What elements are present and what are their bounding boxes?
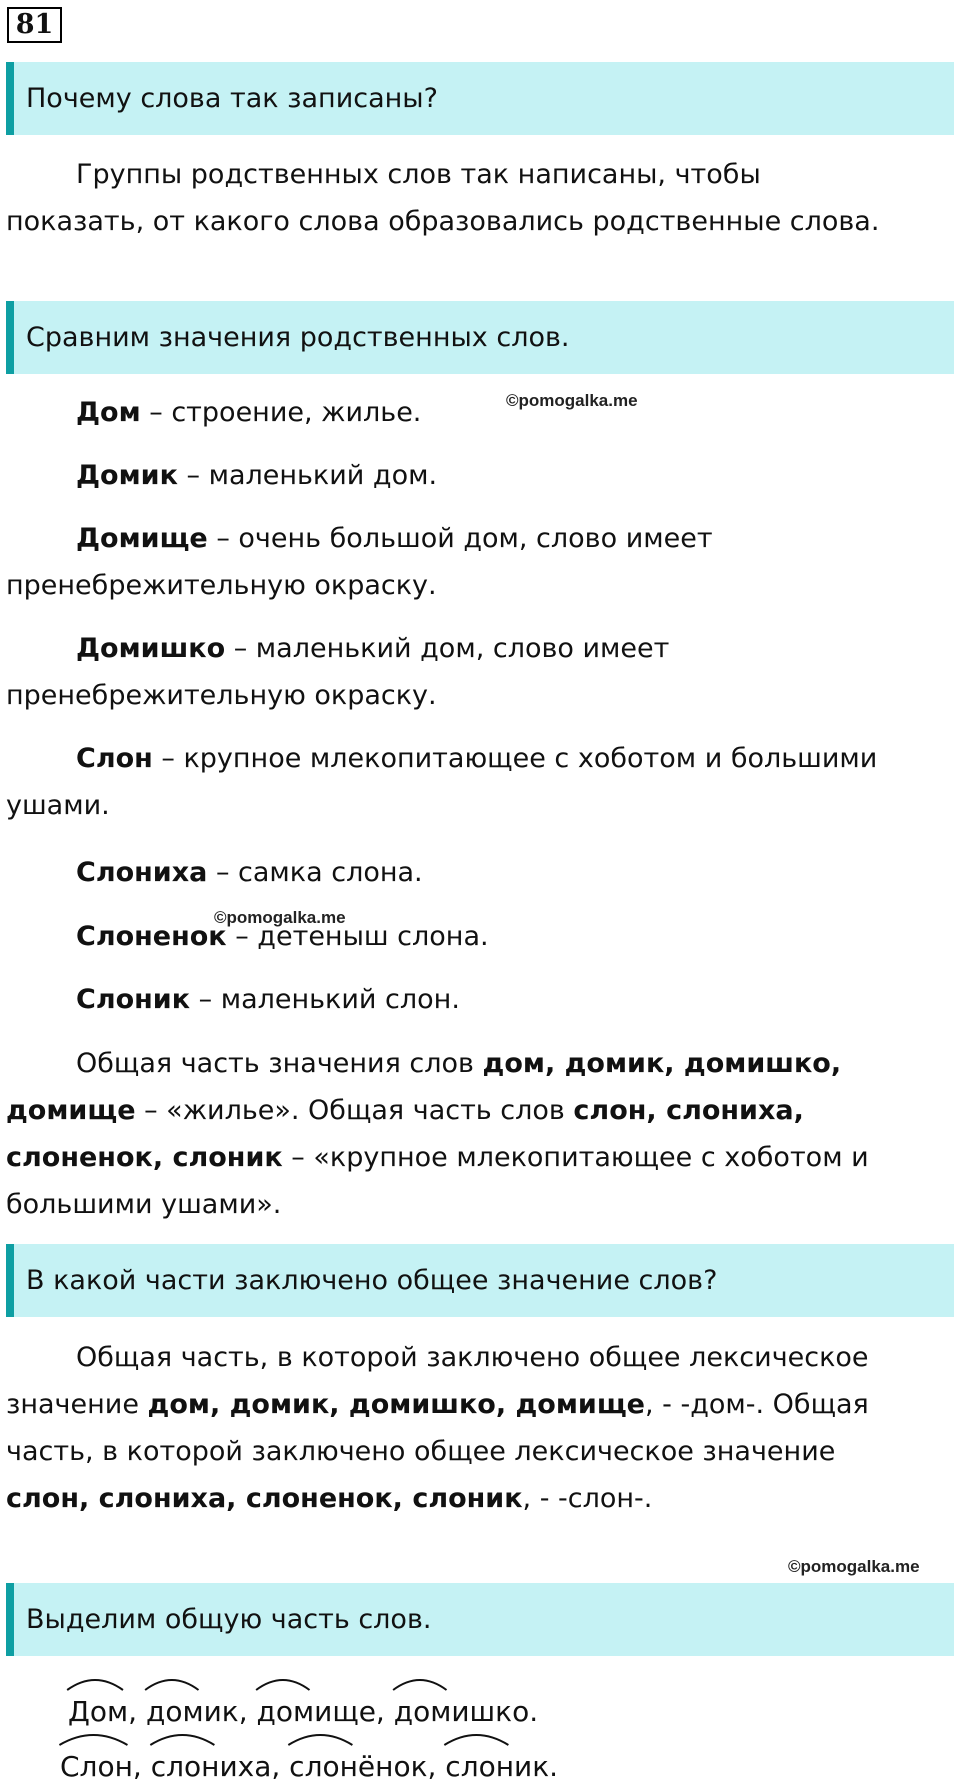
definition-term: Дом bbox=[76, 397, 141, 428]
word-rest: , bbox=[128, 1695, 138, 1728]
word-with-root bbox=[445, 1725, 514, 1787]
question-heading-highlight-root: Выделим общую часть слов. bbox=[6, 1583, 954, 1656]
watermark: ©pomogalka.me bbox=[788, 1557, 920, 1576]
summary-paragraph bbox=[6, 1040, 886, 1228]
definition-text: – самка слона. bbox=[207, 857, 423, 888]
root-arc-icon bbox=[392, 1674, 448, 1692]
root-row-dom bbox=[68, 1670, 538, 1732]
definition-text: – крупное млекопитающее с хоботом и большими ушами. bbox=[6, 743, 878, 821]
definition-slon bbox=[6, 735, 906, 829]
definition-text: – строение, жилье. bbox=[140, 397, 422, 428]
watermark: ©pomogalka.me bbox=[214, 908, 346, 927]
definition-text: – очень большой дом, слово имеет пренебрежительную окраску. bbox=[6, 523, 713, 601]
summary-text: Общая часть значения слов bbox=[76, 1048, 483, 1079]
word-with-root bbox=[68, 1670, 128, 1732]
definition-domishche bbox=[6, 515, 906, 609]
definition-term: Домище bbox=[76, 523, 208, 554]
word-rest: ик. bbox=[514, 1750, 559, 1783]
definition-text: – маленький слон. bbox=[190, 984, 460, 1015]
summary-text: – «жилье». Общая часть слов bbox=[135, 1095, 574, 1126]
answer-paragraph-common-part bbox=[6, 1334, 886, 1522]
word-rest: ище, bbox=[314, 1695, 385, 1728]
definition-term: Домишко bbox=[76, 633, 226, 664]
definition-term: Слоненок bbox=[76, 921, 227, 952]
question-heading-why: Почему слова так записаны? bbox=[6, 62, 954, 135]
definition-text: – детеныш слона. bbox=[226, 921, 489, 952]
word-rest: ик, bbox=[203, 1695, 248, 1728]
answer-text: Группы родственных слов так написаны, чтобы показать, от какого слова образовались родственные слова. bbox=[6, 159, 880, 237]
answer-text: Общая часть, в которой заключено общее лексическое значение bbox=[6, 1342, 869, 1420]
word-with-root bbox=[60, 1725, 133, 1787]
definition-domik bbox=[6, 452, 906, 499]
definition-text: – маленький дом. bbox=[177, 460, 438, 491]
root-part: Дом bbox=[68, 1695, 129, 1728]
definition-slonikha bbox=[6, 849, 906, 896]
definition-term: Домик bbox=[76, 460, 178, 491]
summary-words-slon: слон, слониха, слоненок, слоник bbox=[6, 1095, 804, 1173]
word-with-root bbox=[146, 1670, 204, 1732]
root-part: слон bbox=[150, 1750, 220, 1783]
word-with-root bbox=[151, 1725, 220, 1787]
root-arc-icon bbox=[287, 1729, 354, 1747]
answer-text: , - -слон-. bbox=[522, 1483, 653, 1514]
word-rest: иха, bbox=[219, 1750, 281, 1783]
summary-text: – «крупное млекопитающее с хоботом и большими ушами». bbox=[6, 1142, 869, 1220]
root-arc-icon bbox=[149, 1729, 216, 1747]
answer-paragraph-why bbox=[6, 151, 906, 245]
word-rest: ишко. bbox=[451, 1695, 539, 1728]
question-heading-common-part: В какой части заключено общее значение слов? bbox=[6, 1244, 954, 1317]
root-part: слон bbox=[289, 1750, 358, 1783]
root-arc-icon bbox=[58, 1729, 129, 1747]
root-arc-icon bbox=[443, 1729, 510, 1747]
root-row-slon bbox=[60, 1725, 558, 1787]
word-rest: ёнок, bbox=[357, 1750, 437, 1783]
task-number: 81 bbox=[7, 7, 62, 43]
root-part: Слон bbox=[60, 1750, 133, 1783]
answer-words-slon: слон, слониха, слоненок, слоник bbox=[6, 1483, 523, 1514]
watermark: ©pomogalka.me bbox=[506, 391, 638, 410]
root-part: дом bbox=[145, 1695, 204, 1728]
definition-dom bbox=[6, 389, 906, 436]
definition-domishko bbox=[6, 625, 906, 719]
root-part: дом bbox=[256, 1695, 315, 1728]
definition-term: Слоник bbox=[76, 984, 191, 1015]
answer-text: , - -дом-. Общая часть, в которой заключено общее лексическое значение bbox=[6, 1389, 869, 1467]
root-part: слон bbox=[445, 1750, 515, 1783]
definition-term: Слониха bbox=[76, 857, 208, 888]
question-heading-compare: Сравним значения родственных слов. bbox=[6, 301, 954, 374]
definition-term: Слон bbox=[76, 743, 153, 774]
root-part: дом bbox=[393, 1695, 452, 1728]
word-with-root bbox=[394, 1670, 452, 1732]
summary-words-dom: дом, домик, домишко, домище bbox=[6, 1048, 842, 1126]
answer-words-dom: дом, домик, домишко, домище bbox=[147, 1389, 645, 1420]
root-arc-icon bbox=[66, 1674, 124, 1692]
root-arc-icon bbox=[144, 1674, 200, 1692]
definition-slonenok bbox=[6, 913, 906, 960]
word-with-root bbox=[257, 1670, 315, 1732]
word-with-root bbox=[289, 1725, 358, 1787]
definition-text: – маленький дом, слово имеет пренебрежительную окраску. bbox=[6, 633, 670, 711]
root-arc-icon bbox=[255, 1674, 311, 1692]
word-rest: , bbox=[132, 1750, 142, 1783]
definition-slonik bbox=[6, 976, 906, 1023]
